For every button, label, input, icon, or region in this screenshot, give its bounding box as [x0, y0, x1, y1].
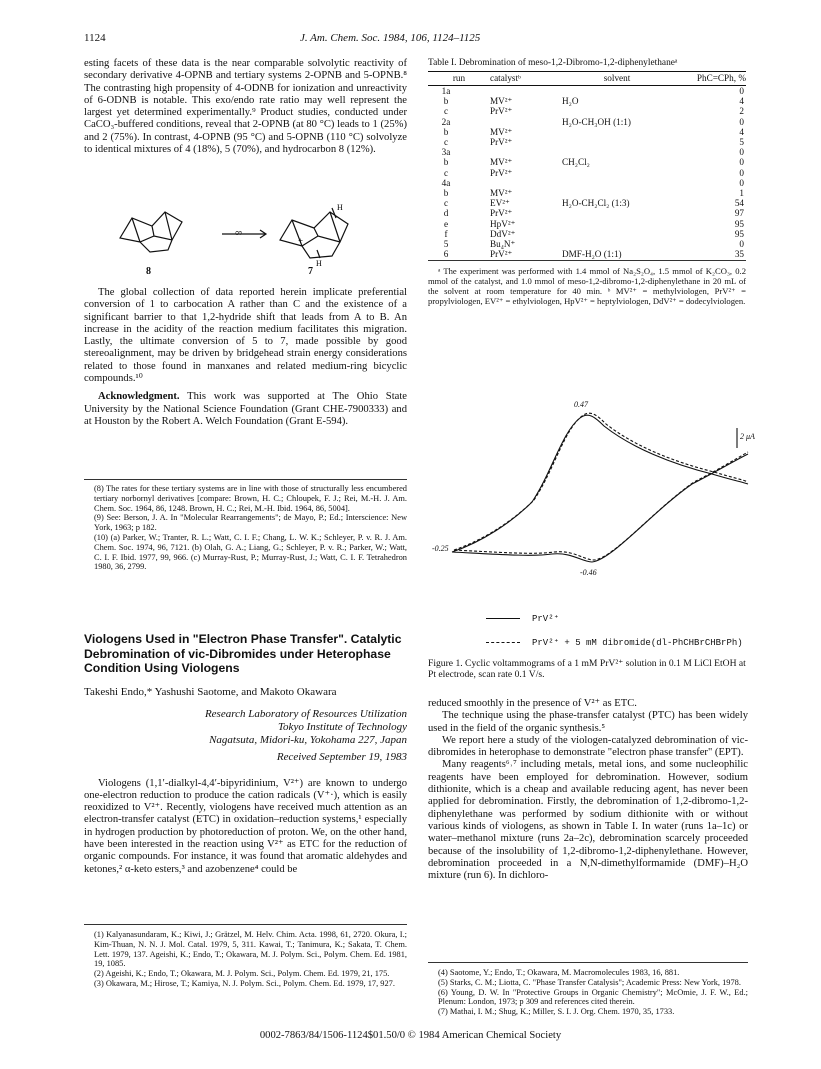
label-scale: 2 μA: [740, 432, 755, 441]
affiliation-line-2: Tokyo Institute of Technology: [277, 720, 407, 733]
cell-solvent: [562, 137, 672, 147]
cell-solvent: [562, 127, 672, 137]
svg-text:+: +: [298, 236, 304, 246]
reaction-scheme: [110, 200, 400, 285]
cell-run: 2a: [441, 116, 451, 127]
cell-solvent: [562, 86, 672, 97]
table-row: [428, 208, 746, 218]
cell-catalyst: PrV²⁺: [490, 249, 513, 260]
cell-catalyst: DdV²⁺: [490, 228, 516, 239]
cell-yield: 97: [734, 208, 744, 219]
cell-yield: 0: [739, 147, 744, 158]
table-row: [428, 127, 746, 137]
svg-text:H: H: [316, 259, 322, 268]
cell-solvent: [562, 188, 672, 198]
footnote-3: (3) Okawara, M.; Hirose, T.; Kamiya, N. J. Polym. Sci., Polym. Chem. Ed. 1979, 17, 927.: [94, 978, 395, 988]
footnote-5: (5) Starks, C. M.; Liotta, C. "Phase Transfer Catalysis"; Academic Press: New York, 1978.: [438, 977, 741, 987]
footnotes-top: [84, 484, 407, 572]
cell-yield: 0: [739, 177, 744, 188]
cell-run: 6: [443, 249, 449, 260]
table-row: [428, 249, 746, 259]
scheme-label-8: 8: [146, 266, 151, 277]
cell-solvent: [562, 239, 672, 249]
cell-run: 5: [443, 239, 449, 250]
footnote-7: (7) Mathai, I. M.; Shug, K.; Miller, S. I. J. Org. Chem. 1970, 35, 1733.: [438, 1007, 675, 1017]
cell-solvent: [562, 168, 672, 178]
cell-solvent: [562, 229, 672, 239]
legend-solid: [486, 614, 559, 624]
cell-solvent: CH₂Cl₂: [562, 157, 590, 168]
cell-catalyst: Bu₄N⁺: [490, 239, 516, 250]
label-peak-top: 0.47: [574, 400, 588, 409]
table-header-run: run: [428, 72, 490, 86]
cv-return-solid: [452, 454, 748, 562]
table-row: [428, 137, 746, 147]
table-header-catalyst: catalystᵇ: [490, 72, 562, 86]
page-footer: 0002-7863/84/1506-1124$01.50/0 © 1984 American Chemical Society: [259, 1030, 562, 1041]
cell-yield: 4: [739, 126, 744, 137]
cv-plot: [432, 392, 752, 592]
cell-catalyst: PrV²⁺: [490, 167, 513, 178]
running-header: J. Am. Chem. Soc. 1984, 106, 1124–1125: [300, 32, 481, 44]
footnotes-left: [84, 930, 407, 989]
table-row: [428, 86, 746, 97]
table-row: [428, 96, 746, 106]
article-paragraph-1: Viologens (1,1′-dialkyl-4,4′-bipyridinium, V²⁺) are known to undergo one-electron reduction to produce the cation radicals (V⁺·), which is easily reoxidized to V²⁺. Recently, viologens have received much attention as an electron-transfer catalyst (ETC) in oxidation–reduction systems,¹ especially in hydrogen production by photoreduction of proton. We, on the other hand, have been interested in the reaction using V²⁺ as ETC for the reduction of organic compounds. For instance, it was found that aromatic aldehydes and ketones,² α-keto esters,³ and azobenzene⁴ could be: [84, 777, 407, 875]
affiliation-line-3: Nagatsuta, Midori-ku, Yokohama 227, Japan: [209, 733, 407, 746]
figure-1: [432, 392, 755, 662]
cell-run: c: [443, 198, 449, 209]
cell-solvent: H₂O: [562, 96, 579, 107]
table-row: [428, 117, 746, 127]
cell-run: d: [443, 208, 449, 219]
cell-solvent: [562, 178, 672, 188]
reaction-arrow: [222, 230, 266, 238]
affiliation: [84, 708, 407, 764]
cell-yield: 0: [739, 239, 744, 250]
cell-run: 4a: [441, 177, 451, 188]
legend-solid-line: [486, 618, 520, 619]
cell-solvent: [562, 208, 672, 218]
table-row: [428, 219, 746, 229]
left-column-middle: [84, 287, 407, 428]
table-grid: [428, 71, 746, 259]
cell-catalyst: PrV²⁺: [490, 106, 513, 117]
table-footnote: ᵃ The experiment was performed with 1.4 mmol of Na₂S₂O₄, 1.5 mmol of K₂CO₃, 0.2 mmol of the catalyst, and 1.0 mmol of meso-1,2-dibromo-1,2-diphenylethane in 20 mL of the solvent at room temperature for 40 min. ᵇ MV²⁺ = methylviologen, PrV²⁺ = propylviologen, EV²⁺ = ethylviologen, HpV²⁺ = heptylviologen, DdV²⁺ = dodecylviologen.: [428, 266, 746, 307]
article-right-p1: reduced smoothly in the presence of V²⁺ as ETC.: [428, 698, 637, 709]
cv-curve-solid: [452, 415, 748, 552]
footnote-6: (6) Young, D. W. In "Protective Groups in Organic Chemistry"; McOmie, J. F. W., Ed.; Plenum: London, 1973; p 309 and references cited therein.: [438, 987, 748, 1007]
cell-yield: 54: [734, 198, 744, 209]
legend-dashed: [486, 638, 743, 648]
cell-yield: 95: [734, 218, 744, 229]
cell-run: c: [443, 137, 449, 148]
cell-solvent: [562, 219, 672, 229]
cell-run: c: [443, 167, 449, 178]
footnote-8: (8) The rates for these tertiary systems are in line with those of structurally less encumbered tertiary norbornyl derivatives [compare: Brown, H. C.; Chloupek, F. J.; Rei, M.-H. J. Am. Chem. Soc. 1964, 86, 1248. Brown, H. C.; Rei, M.-H. Ibid. 1964, 86, 5004].: [94, 484, 407, 513]
cell-yield: 35: [734, 249, 744, 260]
cell-yield: 0: [739, 86, 744, 96]
cell-catalyst: PrV²⁺: [490, 137, 513, 148]
paragraph-solvolysis: esting facets of these data is the near comparable solvolytic reactivity of secondary derivative 4-OPNB and tertiary systems 2-OPNB and 5-OPNB.⁸ The contrasting high propensity of 4-ODNB for ionization and unreactivity of 6-ODNB is notable. This exo/endo rate ratio may well represent the largest yet determined experimentally.⁹ Product studies, conducted under CaCO₃-buffered conditions, reveal that 2-OPNB (at 80 °C) leads to 1 (25%) and 2 (75%). In contrast, 4-OPNB (95 °C) and 5-OPNB (110 °C) solvolyze to identical mixtures of 4 (18%), 5 (70%), and hydrocarbon 8 (12%).: [84, 58, 407, 156]
scheme-drawing: [110, 200, 400, 285]
legend-solid-label: PrV²⁺: [532, 614, 560, 624]
label-left: -0.25: [432, 544, 449, 553]
cell-catalyst: [490, 147, 562, 157]
footnote-1: (1) Kalyanasundaram, K.; Kiwi, J.; Grätzel, M. Helv. Chim. Acta. 1998, 61, 2720. Okura, I.; Kim-Thuan, N. N. J. Mol. Catal. 1979, 5, 311. Kawai, T.; Tanimura, K.; Sakata, T. Chem. Lett. 1979, 137. Ageishi, K.; Endo, T.; Okawara, M. J. Polym. Sci., Polym. Chem. Ed. 1981, 19, 1085.: [94, 930, 407, 969]
cell-yield: 0: [739, 116, 744, 127]
table-row: [428, 198, 746, 208]
cell-solvent: H₂O-CH₃OH (1:1): [562, 116, 631, 127]
scheme-arrow-label: 8: [233, 230, 244, 236]
footnote-10: (10) (a) Parker, W.; Tranter, R. L.; Watt, C. I. F.; Chang, L. W. K.; Schleyer, P. v. R. J. Am. Chem. Soc. 1974, 96, 7121. (b) Olah, G. A.; Liang, G.; Schleyer, P. v. R.; Parker, W.; Watt, C. I. F. Ibid. 1977, 99, 966. (c) Murray-Rust, P.; Murray-Rust, J.; Watt, C. I. F. Tetrahedron 1980, 36, 2799.: [94, 532, 407, 572]
cell-run: c: [443, 106, 449, 117]
cell-catalyst: EV²⁺: [490, 198, 510, 209]
table-header-solvent: solvent: [562, 72, 672, 86]
cell-catalyst: [490, 86, 562, 97]
article-right-p2: The technique using the phase-transfer catalyst (PTC) has been widely used in the field of the organic synthesis.⁵: [428, 710, 748, 734]
article-title: Viologens Used in "Electron Phase Transfer". Catalytic Debromination of vic-Dibromides under Heterophase Condition Using Viologens: [84, 632, 402, 675]
table-row: [428, 168, 746, 178]
cell-run: b: [443, 188, 449, 199]
left-column-top: [84, 58, 407, 156]
figure-caption: Figure 1. Cyclic voltammograms of a 1 mM PrV²⁺ solution in 0.1 M LiCl EtOH at Pt electrode, scan rate 0.1 V/s.: [428, 658, 746, 681]
cell-catalyst: MV²⁺: [490, 157, 513, 168]
acknowledgment: [84, 391, 407, 428]
structure-7: [280, 212, 348, 258]
table-row: [428, 178, 746, 188]
article-right-p4: Many reagents⁶˒⁷ including metals, metal ions, and some nucleophilic reagents have been employed for debromination. However, sodium dithionite, which is a cheap and available reducing agent, has never been applied for debromination. Firstly, the debromination of 1,2-dibromo-1,2-diphenylethane was performed by sodium dithionite with or without various kinds of viologens, as shown in Table I. In water (runs 1a–1c) or water–methanol mixture (runs 2a–2c), debromination scarcely proceeded because of the insolubility of 1,2-dibromo-1,2-diphenylethane. However, debromination proceeded in a N,N-dimethylformamide (DMF)–H₂O mixture (run 6). In dichloro-: [428, 759, 748, 882]
structure-8: [120, 212, 182, 252]
legend-dashed-label: PrV²⁺ + 5 mM dibromide(dl-PhCHBrCHBrPh): [532, 638, 743, 648]
cell-solvent: [562, 106, 672, 116]
footnotes-right: [428, 968, 748, 1017]
cv-return-dashed: [454, 452, 748, 560]
cell-yield: 4: [739, 96, 744, 107]
article-right: [428, 698, 748, 882]
page-number: 1124: [84, 32, 106, 44]
table-row: [428, 157, 746, 167]
cell-run: b: [443, 157, 449, 168]
ack-heading: Acknowledgment.: [98, 391, 180, 403]
footnote-4: (4) Saotome, Y.; Endo, T.; Okawara, M. Macromolecules 1983, 16, 881.: [438, 968, 680, 977]
footnote-9: (9) See: Berson, J. A. In "Molecular Rearrangements"; de Mayo, P.; Ed.; Interscience: New York, 1963; p 182.: [94, 513, 407, 533]
label-peak-bottom: -0.46: [580, 568, 597, 577]
ack-body: This work was supported at The Ohio State University by the National Science Foundation (Grant CHE-7900333) and at Houston by the Robert A. Welch Foundation (Grant E-594).: [84, 391, 407, 427]
cell-run: e: [443, 218, 449, 229]
cell-run: 1a: [441, 86, 451, 96]
footnote-rule-top: [84, 479, 407, 480]
scheme-label-7: 7: [308, 266, 313, 277]
table-caption: Table I. Debromination of meso-1,2-Dibromo-1,2-diphenylethaneᵃ: [428, 58, 678, 68]
cell-catalyst: MV²⁺: [490, 96, 513, 107]
cell-solvent: DMF-H₂O (1:1): [562, 249, 622, 260]
footnote-rule-right: [428, 962, 748, 963]
cell-run: 3a: [441, 147, 451, 158]
cell-catalyst: HpV²⁺: [490, 218, 516, 229]
cell-yield: 1: [739, 188, 744, 199]
table-row: [428, 106, 746, 116]
cell-yield: 95: [734, 228, 744, 239]
article-authors: Takeshi Endo,* Yashushi Saotome, and Makoto Okawara: [84, 685, 337, 698]
cell-catalyst: [490, 117, 562, 127]
cell-yield: 5: [739, 137, 744, 148]
cell-catalyst: MV²⁺: [490, 126, 513, 137]
legend-dashed-line: [486, 642, 520, 643]
table-1: [428, 58, 746, 306]
cell-catalyst: MV²⁺: [490, 188, 513, 199]
cell-catalyst: PrV²⁺: [490, 208, 513, 219]
article-right-p3: We report here a study of the viologen-catalyzed debromination of vic-dibromides in heterophase to demonstrate "electron phase transfer" (EPT).: [428, 734, 748, 759]
table-row: [428, 188, 746, 198]
footnote-2: (2) Ageishi, K.; Endo, T.; Okawara, M. J. Polym. Sci., Polym. Chem. Ed. 1979, 21, 175.: [94, 969, 390, 979]
received-date: Received September 19, 1983: [276, 750, 407, 763]
cell-yield: 0: [739, 167, 744, 178]
table-row: [428, 239, 746, 249]
svg-text:H: H: [337, 203, 343, 212]
paragraph-global: The global collection of data reported herein implicate preferential conversion of 1 to carbocation A rather than C and the existence of a significant barrier to that 1,2-hydride shift that leads from A to B. An increase in the acidity of the reaction medium facilitates this migration. Lastly, the ultimate conversion of 5 to 7, made possible by good stereoalignment, may be driven by bridgehead strain energy considerations related to those found in manxanes and related medium-ring bicyclic compounds.¹⁰: [84, 287, 407, 385]
cell-run: b: [443, 96, 449, 107]
cell-catalyst: [490, 178, 562, 188]
cell-run: f: [444, 228, 448, 239]
cell-solvent: H₂O-CH₂Cl₂ (1:3): [562, 198, 630, 209]
table-header-yield: PhC=CPh, %: [672, 72, 746, 86]
footnote-rule-left: [84, 924, 407, 925]
cell-yield: 0: [739, 157, 744, 168]
cell-yield: 2: [739, 106, 744, 117]
table-row: [428, 147, 746, 157]
article-left: [84, 632, 407, 876]
cell-solvent: [562, 147, 672, 157]
table-row: [428, 229, 746, 239]
affiliation-line-1: Research Laboratory of Resources Utilization: [204, 707, 407, 720]
cell-run: b: [443, 126, 449, 137]
table-bottom-rule: [428, 260, 746, 261]
